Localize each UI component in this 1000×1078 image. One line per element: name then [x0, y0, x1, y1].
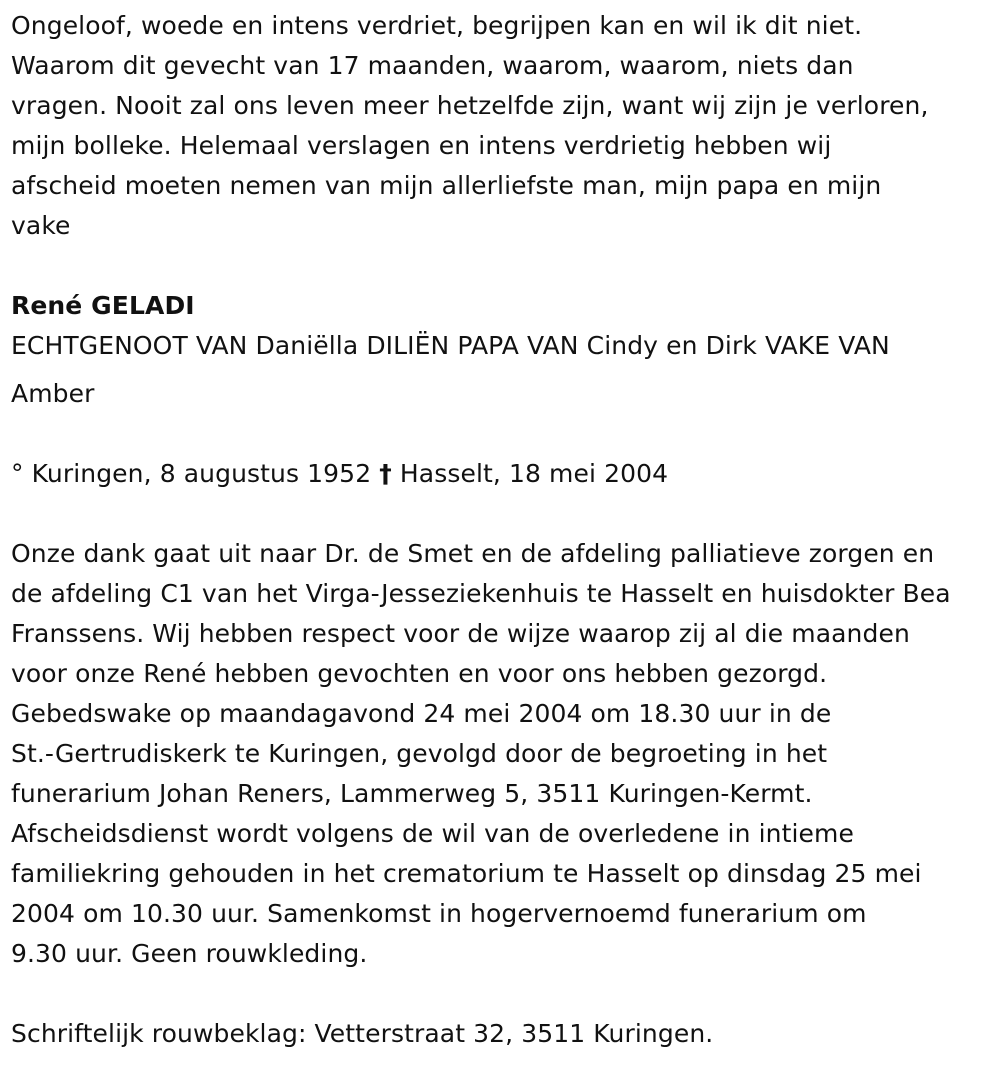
death-info: Hasselt, 18 mei 2004	[399, 459, 669, 488]
obituary-document	[11, 6, 996, 1054]
condolence-address: Schriftelijk rouwbeklag: Vetterstraat 32, 3511 Kuringen.	[11, 1019, 714, 1048]
intro-line: afscheid moeten nemen van mijn allerliefste man, mijn papa en mijn	[11, 171, 882, 200]
intro-line: Ongeloof, woede en intens verdriet, begrijpen kan en wil ik dit niet.	[11, 11, 863, 40]
thanks-line: funerarium Johan Reners, Lammerweg 5, 3511 Kuringen-Kermt.	[11, 779, 813, 808]
intro-line: Waarom dit gevecht van 17 maanden, waarom, waarom, niets dan	[11, 51, 854, 80]
birth-info: ° Kuringen, 8 augustus 1952	[11, 459, 372, 488]
intro-line: vake	[11, 211, 71, 240]
birth-death-dates	[11, 454, 996, 494]
relations-line: ECHTGENOOT VAN Daniëlla DILIËN PAPA VAN Cindy en Dirk VAKE VAN	[11, 331, 890, 360]
spacer	[11, 246, 996, 286]
intro-paragraph	[11, 6, 996, 246]
thanks-and-ceremony-paragraph	[11, 534, 996, 974]
spacer	[11, 414, 996, 454]
spacer	[11, 974, 996, 1014]
intro-line: mijn bolleke. Helemaal verslagen en intens verdrietig hebben wij	[11, 131, 832, 160]
thanks-line: familiekring gehouden in het crematorium te Hasselt op dinsdag 25 mei	[11, 859, 922, 888]
spacer	[11, 494, 996, 534]
thanks-line: 9.30 uur. Geen rouwkleding.	[11, 939, 368, 968]
thanks-line: Gebedswake op maandagavond 24 mei 2004 om 18.30 uur in de	[11, 699, 832, 728]
thanks-line: voor onze René hebben gevochten en voor ons hebben gezorgd.	[11, 659, 828, 688]
intro-line: vragen. Nooit zal ons leven meer hetzelfde zijn, want wij zijn je verloren,	[11, 91, 929, 120]
cross-icon: †	[379, 459, 392, 488]
thanks-line: Onze dank gaat uit naar Dr. de Smet en de afdeling palliatieve zorgen en	[11, 539, 935, 568]
thanks-line: Afscheidsdienst wordt volgens de wil van de overledene in intieme	[11, 819, 854, 848]
family-relations	[11, 322, 996, 418]
deceased-name: René GELADI	[11, 291, 195, 320]
thanks-line: Franssens. Wij hebben respect voor de wijze waarop zij al die maanden	[11, 619, 910, 648]
thanks-line: de afdeling C1 van het Virga-Jesseziekenhuis te Hasselt en huisdokter Bea	[11, 579, 951, 608]
relations-line: Amber	[11, 379, 95, 408]
thanks-line: 2004 om 10.30 uur. Samenkomst in hogervernoemd funerarium om	[11, 899, 867, 928]
thanks-line: St.-Gertrudiskerk te Kuringen, gevolgd door de begroeting in het	[11, 739, 828, 768]
